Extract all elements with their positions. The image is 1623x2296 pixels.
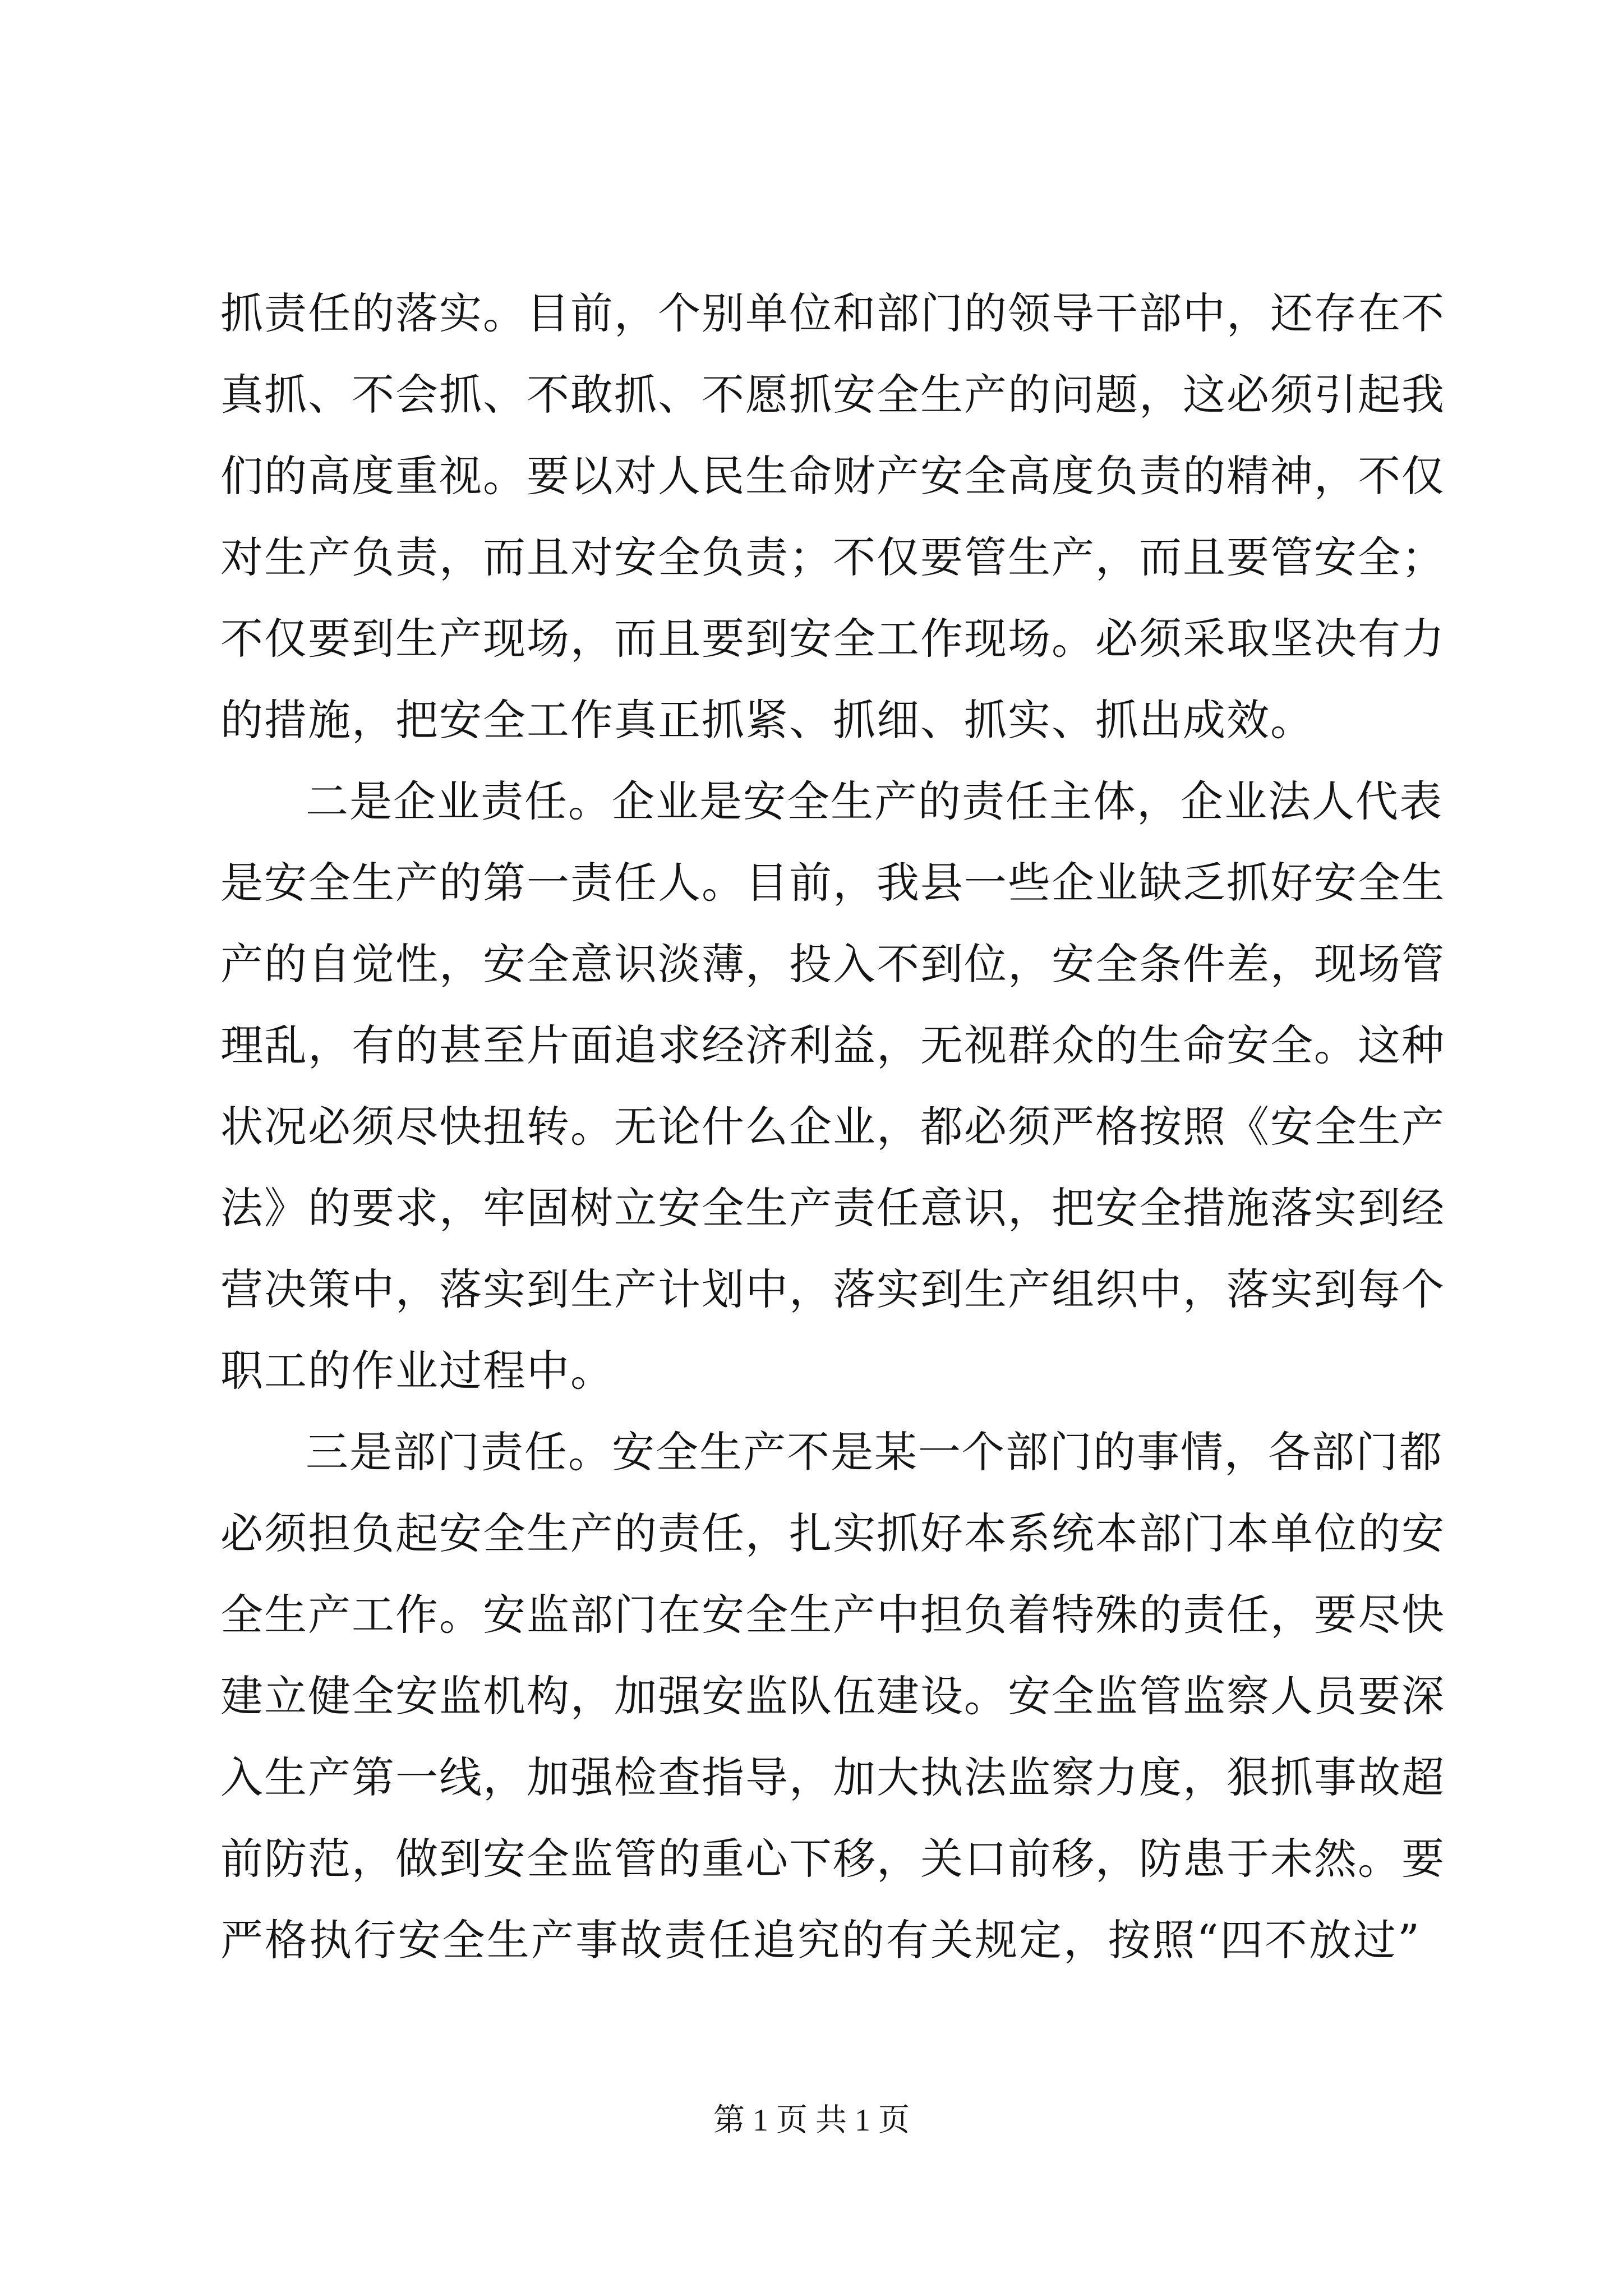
text-line: 营决策中，落实到生产计划中，落实到生产组织中，落实到每个 — [220, 1264, 1445, 1314]
text-line: 抓责任的落实。目前，个别单位和部门的领导干部中，还存在不 — [220, 288, 1445, 338]
text-line: 必须担负起安全生产的责任，扎实抓好本系统本部门本单位的安 — [220, 1508, 1445, 1558]
text-line: 前防范，做到安全监管的重心下移，关口前移，防患于未然。要 — [220, 1834, 1445, 1884]
page-footer: 第 1 页 共 1 页 — [713, 2103, 910, 2138]
text-line: 二是企业责任。企业是安全生产的责任主体，企业法人代表 — [306, 776, 1443, 826]
text-line: 的措施，把安全工作真正抓紧、抓细、抓实、抓出成效。 — [220, 695, 1314, 745]
text-line: 状况必须尽快扭转。无论什么企业，都必须严格按照《安全生产 — [220, 1102, 1445, 1152]
text-line: 职工的作业过程中。 — [220, 1346, 614, 1396]
text-line: 不仅要到生产现场，而且要到安全工作现场。必须采取坚决有力 — [220, 614, 1445, 664]
text-line: 们的高度重视。要以对人民生命财产安全高度负责的精神，不仅 — [220, 451, 1445, 501]
document-body — [220, 273, 1445, 1981]
text-line: 是安全生产的第一责任人。目前，我县一些企业缺乏抓好安全生 — [220, 858, 1445, 908]
text-line: 全生产工作。安监部门在安全生产中担负着特殊的责任，要尽快 — [220, 1590, 1445, 1640]
text-line: 理乱，有的甚至片面追求经济利益，无视群众的生命安全。这种 — [220, 1020, 1445, 1070]
text-line: 对生产负责，而且对安全负责；不仅要管生产，而且要管安全； — [220, 532, 1445, 582]
text-line: 法》的要求，牢固树立安全生产责任意识，把安全措施落实到经 — [220, 1183, 1445, 1233]
text-line: 产的自觉性，安全意识淡薄，投入不到位，安全条件差，现场管 — [220, 939, 1445, 989]
text-line: 真抓、不会抓、不敢抓、不愿抓安全生产的问题，这必须引起我 — [220, 370, 1445, 420]
text-line: 三是部门责任。安全生产不是某一个部门的事情，各部门都 — [306, 1427, 1443, 1477]
text-line: 建立健全安监机构，加强安监队伍建设。安全监管监察人员要深 — [220, 1671, 1445, 1721]
text-line: 严格执行安全生产事故责任追究的有关规定，按照“四不放过” — [220, 1915, 1421, 1965]
text-line: 入生产第一线，加强检查指导，加大执法监察力度，狠抓事故超 — [220, 1752, 1445, 1802]
